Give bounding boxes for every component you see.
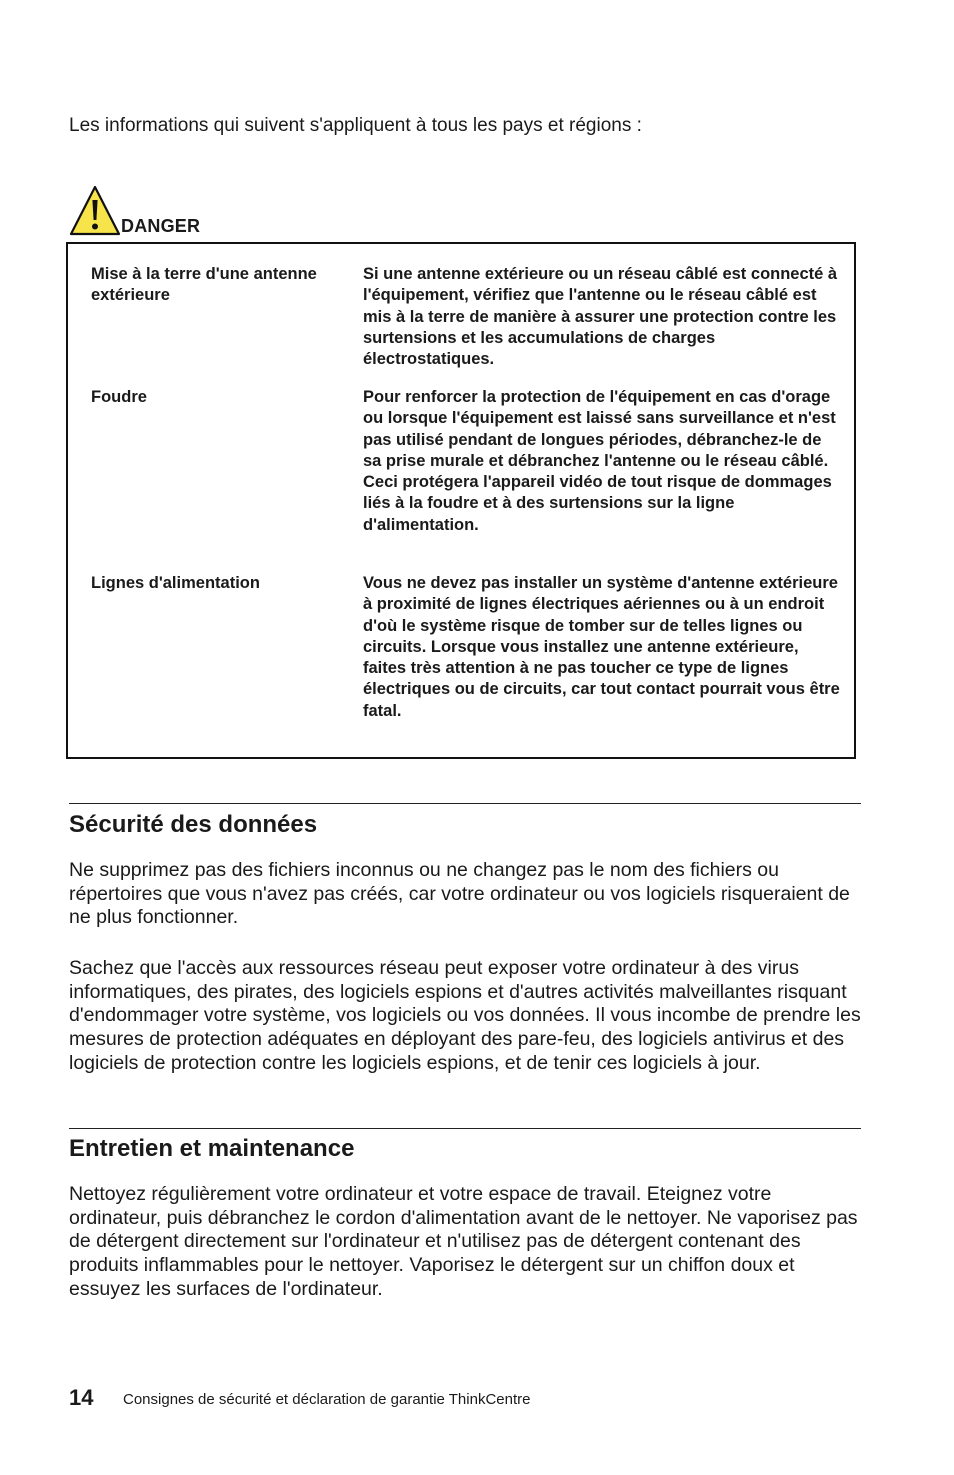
paragraph: Ne supprimez pas des fichiers inconnus ou ne changez pas le nom des fichiers ou répertoires que vous n'avez pas créés, car votre ordinateur ou vos logiciels risqueraient de ne plus fonctionner. [69,859,850,929]
danger-description: Pour renforcer la protection de l'équipement en cas d'orage ou lorsque l'équipement est laissé sans surveillance et n'est pas utilisé pendant de longues périodes, débranchez-le de sa prise murale et débranchez l'antenne ou le réseau câblé. Ceci protégera l'appareil vidéo de tout risque de dommages liés à la foudre et à des surtensions sur la ligne d'alimentation. [363,388,836,534]
danger-label: DANGER [121,216,201,236]
danger-term: Foudre [91,388,147,406]
intro-text: Les informations qui suivent s'appliquent à tous les pays et régions : [69,115,642,136]
section-divider [69,1128,861,1129]
warning-triangle-icon [69,185,121,237]
danger-term: Lignes d'alimentation [91,574,260,592]
section-divider [69,803,861,804]
danger-notice-box [66,242,856,759]
section-title-data-security: Sécurité des données [69,811,318,838]
danger-description: Vous ne devez pas installer un système d'antenne extérieure à proximité de lignes électriques aériennes ou à un endroit d'où le système risque de tomber sur de telles lignes ou circuits. Lorsque vous installez une antenne extérieure, faites très attention à ne pas toucher ce type de lignes électriques ou de circuits, car tout contact pourrait vous être fatal. [363,574,840,720]
page-number: 14 [69,1385,94,1410]
footer-title: Consignes de sécurité et déclaration de garantie ThinkCentre [123,1391,531,1408]
section-title-maintenance: Entretien et maintenance [69,1135,355,1162]
paragraph: Nettoyez régulièrement votre ordinateur et votre espace de travail. Eteignez votre ordinateur, puis débranchez le cordon d'alimentation avant de le nettoyer. Ne vaporisez pas de détergent directement sur l'ordinateur et n'utilisez pas de détergent contenant des produits inflammables pour le nettoyer. Vaporisez le détergent sur un chiffon doux et essuyez les surfaces de l'ordinateur. [69,1183,858,1300]
danger-heading [69,185,369,237]
danger-term: Mise à la terre d'une antenne extérieure [91,265,317,305]
paragraph: Sachez que l'accès aux ressources réseau peut exposer votre ordinateur à des virus informatiques, des pirates, des logiciels espions et d'autres activités malveillantes risquant d'endommager votre système, vos logiciels ou vos données. Il vous incombe de prendre les mesures de protection adéquates en déployant des pare-feu, des logiciels antivirus et des logiciels de protection contre les logiciels espions, et de tenir ces logiciels à jour. [69,957,861,1074]
danger-description: Si une antenne extérieure ou un réseau câblé est connecté à l'équipement, vérifiez que l'antenne ou le réseau câblé est mis à la terre de manière à assurer une protection contre les surtensions et les accumulations de charges électrostatiques. [363,265,838,369]
